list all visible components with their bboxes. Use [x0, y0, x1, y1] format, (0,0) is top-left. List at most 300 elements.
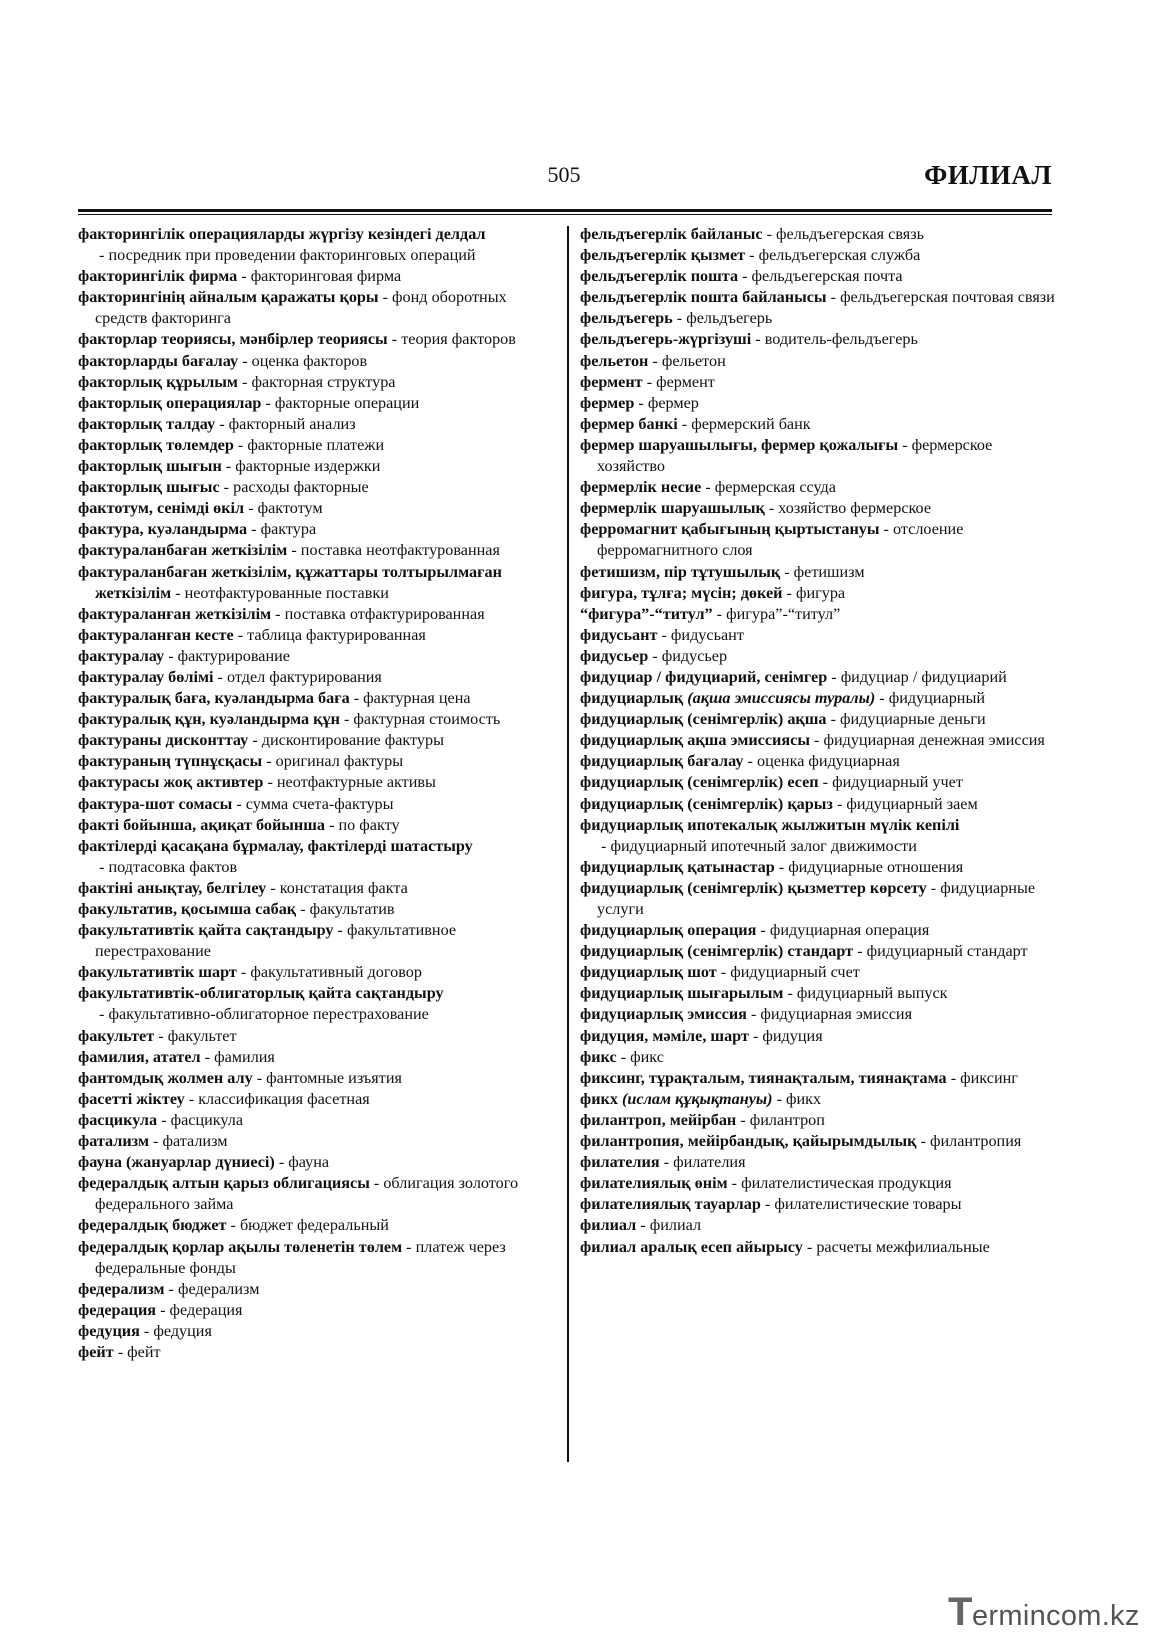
entry-separator: - [164, 1279, 178, 1298]
entry-term: фельдъегерлік пошта [580, 267, 739, 286]
entry-term: факультативтік қайта сақтандыру [78, 921, 334, 940]
entry-term: фермер банкі [580, 414, 678, 433]
dictionary-entry [78, 1152, 560, 1173]
entry-separator: - [745, 246, 759, 265]
entry-definition: фактурная стоимость [353, 710, 501, 729]
entry-separator: - [95, 1005, 109, 1024]
entry-separator: - [751, 330, 765, 349]
entry-separator: - [219, 478, 234, 497]
entry-definition: факторные издержки [235, 457, 381, 476]
entry-term: факторлық шығыс [78, 478, 220, 497]
entry-term: фактураланбаған жеткізілім [78, 541, 288, 560]
dictionary-entry [580, 1215, 1058, 1236]
entry-definition: фасцикула [170, 1110, 244, 1129]
dictionary-entry [78, 815, 560, 836]
dictionary-entry [580, 1026, 1058, 1047]
entry-term: фермент [580, 372, 643, 391]
entry-term: факторлық төлемдер [78, 435, 234, 454]
entry-definition: фамилия [214, 1047, 275, 1066]
dictionary-entry [78, 962, 560, 983]
entry-separator: - [274, 1153, 289, 1172]
dictionary-entry [580, 625, 1058, 646]
entry-definition: фидуциар / фидуциарий [840, 667, 1007, 686]
entry-definition: бюджет федеральный [239, 1216, 389, 1235]
entry-term: фермерлік шаруашылық [580, 499, 765, 518]
entry-term: фидуциарлық қатынастар [580, 857, 775, 876]
dictionary-entry [78, 456, 560, 477]
entry-separator: - [738, 267, 752, 286]
entry-separator: - [139, 1321, 154, 1340]
dictionary-entry [580, 329, 1058, 350]
entry-separator: - [748, 1026, 763, 1045]
dictionary-entry [78, 1047, 560, 1068]
entry-definition: фидуциарный стандарт [866, 942, 1028, 961]
entry-term: факультативтік-облигаторлық қайта сақтандыру [78, 984, 444, 1003]
entry-term: фермер [580, 393, 635, 412]
entry-separator: - [727, 1174, 742, 1193]
dictionary-entry [580, 266, 1058, 287]
dictionary-entry [78, 646, 560, 667]
dictionary-entry [78, 751, 560, 772]
dictionary-entry [580, 962, 1058, 983]
entry-definition: неотфактурные активы [276, 773, 436, 792]
entry-definition: филателия [673, 1153, 746, 1172]
entry-term: фактуралау [78, 646, 165, 665]
entry-term: фактотум, сенімді өкіл [78, 499, 245, 518]
entry-term: факторингілік фирма [78, 267, 238, 286]
entry-definition: факультет [167, 1026, 237, 1045]
dictionary-entry [78, 899, 560, 920]
dictionary-entry [580, 772, 1058, 793]
entry-definition: фельдъегерская почтовая связи [840, 288, 1055, 307]
dictionary-entry [78, 878, 560, 899]
entry-separator: - [875, 689, 889, 708]
entry-separator: - [762, 225, 777, 243]
entry-separator: - [672, 309, 687, 328]
entry-definition: по факту [338, 815, 400, 834]
entry-definition: фельдъегерская связь [776, 225, 924, 243]
entry-note: (ислам құқықтануы) [622, 1089, 773, 1108]
entry-separator: - [827, 667, 841, 686]
entry-separator: - [215, 414, 229, 433]
entry-term: факторингінің айналым қаражаты қоры [78, 288, 379, 307]
entry-term: фатализм [78, 1132, 149, 1151]
entry-term: фельдъегерлік қызмет [580, 246, 746, 265]
dictionary-entry [78, 1321, 560, 1342]
entry-separator: - [369, 1174, 384, 1193]
entry-separator: - [642, 372, 657, 391]
entry-separator: - [271, 604, 285, 623]
logo-letter: T [948, 1590, 973, 1634]
entry-definition: сумма счета-фактуры [245, 794, 394, 813]
entry-separator: - [247, 520, 261, 539]
dictionary-entry [580, 920, 1058, 941]
entry-term: факторларды бағалау [78, 351, 239, 370]
entry-definition: расчеты межфилиальные [816, 1237, 990, 1256]
dictionary-entry [580, 224, 1058, 245]
dictionary-entry [78, 1215, 560, 1236]
entry-separator: - [736, 1110, 750, 1129]
entry-definition: облигация золотого федерального займа [95, 1174, 519, 1214]
entry-separator: - [171, 583, 185, 602]
entry-separator: - [659, 1153, 674, 1172]
entry-separator: - [716, 963, 731, 982]
left-column [78, 224, 560, 1363]
entry-definition: фиксинг [960, 1068, 1018, 1087]
dictionary-entry [580, 751, 1058, 772]
dictionary-entry [580, 794, 1058, 815]
entry-definition: оригинал фактуры [275, 752, 404, 771]
entry-term: фидуциарлық ақша эмиссиясы [580, 731, 810, 750]
entry-term: фидуциарлық (сенімгерлік) қызметтер көрсету [580, 878, 927, 897]
termincom-logo [948, 1590, 1148, 1634]
entry-separator: - [252, 1068, 267, 1087]
entry-separator: - [113, 1342, 128, 1361]
dictionary-entry [78, 794, 560, 815]
dictionary-entry [78, 477, 560, 498]
entry-definition: фауна [288, 1153, 330, 1172]
entry-separator: - [233, 625, 248, 644]
entry-definition: факультативное перестрахование [95, 921, 457, 961]
dictionary-entry [78, 287, 560, 329]
entry-definition: фактотум [257, 499, 323, 518]
entry-definition: факультативный договор [250, 963, 422, 982]
dictionary-entry [78, 688, 560, 709]
dictionary-entry [78, 625, 560, 646]
entry-separator: - [248, 731, 262, 750]
entry-term: филателиялық тауарлар [580, 1195, 761, 1214]
entry-definition: федерализм [177, 1279, 260, 1298]
dictionary-entry [580, 414, 1058, 435]
dictionary-entry [580, 435, 1058, 477]
entry-definition: посредник при проведении факторинговых операций [108, 246, 476, 265]
entry-term: фауна (жануарлар дүниесі) [78, 1153, 275, 1172]
entry-definition: водитель-фельдъегерь [764, 330, 918, 349]
dictionary-entry [580, 393, 1058, 414]
entry-separator: - [657, 625, 671, 644]
dictionary-entry [580, 1237, 1058, 1258]
entry-separator: - [616, 1047, 631, 1066]
entry-separator: - [818, 773, 833, 792]
entry-definition: фидуциарная эмиссия [760, 1005, 913, 1024]
dictionary-entry [580, 477, 1058, 498]
entry-term: фактуралау бөлімі [78, 667, 214, 686]
entry-separator: - [760, 1195, 775, 1214]
dictionary-entry [78, 730, 560, 751]
dictionary-entry [78, 329, 560, 350]
entry-separator: - [244, 499, 258, 518]
entry-definition: фельдъегерская почта [751, 267, 903, 286]
entry-definition: фигура [795, 583, 846, 602]
entry-term: фидуциарлық эмиссия [580, 1005, 747, 1024]
entry-definition: филантропия [930, 1132, 1022, 1151]
entry-separator: - [339, 710, 354, 729]
entry-term: фактураның түпнұсқасы [78, 752, 263, 771]
dictionary-entry [78, 266, 560, 287]
entry-term: федералдық алтын қарыз облигациясы [78, 1174, 370, 1193]
entry-definition: фейт [127, 1342, 161, 1361]
dictionary-entry [580, 1194, 1058, 1215]
running-head: ФИЛИАЛ [924, 160, 1052, 190]
entry-separator: - [780, 562, 794, 581]
column-divider [567, 226, 569, 1462]
dictionary-entry [580, 287, 1058, 308]
dictionary-entry [580, 646, 1058, 667]
dictionary-entry [580, 941, 1058, 962]
entry-definition: фермерская ссуда [714, 478, 836, 497]
entry-separator: - [387, 330, 402, 349]
dictionary-entry [78, 435, 560, 456]
entry-term: фельдъегерь-жүргізуші [580, 330, 752, 349]
dictionary-entry [580, 730, 1058, 751]
logo-text: ermincom.kz [972, 1600, 1140, 1632]
dictionary-entry [78, 1300, 560, 1321]
entry-definition: констатация факта [279, 878, 408, 897]
entry-term: факті бойынша, ақиқат бойынша [78, 815, 326, 834]
entry-term: фидуциарлық [580, 689, 684, 708]
entry-term: фиксинг, тұрақталым, тиянақталым, тиянақтама [580, 1068, 947, 1087]
entry-term: фамилия, атател [78, 1047, 201, 1066]
entry-definition: фидуциарные отношения [788, 857, 964, 876]
entry-term: филателия [580, 1153, 660, 1172]
dictionary-entry [580, 1110, 1058, 1131]
dictionary-entry [580, 1047, 1058, 1068]
entry-separator: - [809, 731, 824, 750]
entry-definition: фельдъегерь [686, 309, 773, 328]
entry-term: факторлық шығын [78, 457, 222, 476]
dictionary-entry [580, 308, 1058, 329]
entry-term: фидуциар / фидуциарий, сенімгер [580, 667, 828, 686]
entry-definition: филателистическая продукция [741, 1174, 952, 1193]
dictionary-entry [78, 351, 560, 372]
entry-definition: филателистические товары [774, 1195, 962, 1214]
entry-term: факторлық операциялар [78, 393, 262, 412]
entry-term: фельдъегерь [580, 309, 673, 328]
entry-definition: фикс [630, 1047, 664, 1066]
entry-separator: - [764, 499, 779, 518]
dictionary-entry [580, 815, 1058, 857]
entry-definition: фермер [647, 393, 699, 412]
entry-separator: - [926, 878, 941, 897]
entry-term: федералдық қорлар ақылы төленетін төлем [78, 1237, 403, 1256]
entry-separator: - [349, 689, 364, 708]
entry-separator: - [184, 1089, 199, 1108]
entry-definition: фантомные изъятия [266, 1068, 402, 1087]
entry-definition: филантроп [749, 1110, 825, 1129]
entry-definition: отслоение ферромагнитного слоя [597, 520, 964, 560]
dictionary-entry [78, 1026, 560, 1047]
entry-separator: - [233, 435, 248, 454]
entry-term: факторлық талдау [78, 414, 216, 433]
entry-term: факультатив, қосымша сабақ [78, 900, 297, 918]
entry-separator: - [782, 583, 796, 602]
entry-term: факультативтік шарт [78, 963, 237, 982]
entry-separator: - [746, 1005, 761, 1024]
entry-separator: - [634, 393, 648, 412]
entry-term: факторингілік операцияларды жүргізу кезіндегі делдал [78, 225, 486, 243]
entry-definition: факторные операции [274, 393, 420, 412]
dictionary-entry [580, 688, 1058, 709]
entry-term: фельдъегерлік байланыс [580, 225, 763, 243]
entry-definition: факторная структура [251, 372, 396, 391]
dictionary-entry [78, 667, 560, 688]
dictionary-entry [78, 1173, 560, 1215]
dictionary-entry [78, 1342, 560, 1363]
entry-term: факультет [78, 1026, 155, 1045]
dictionary-entry [78, 1089, 560, 1110]
entry-term: фейт [78, 1342, 114, 1361]
entry-separator: - [148, 1132, 163, 1151]
entry-definition: фикх [786, 1089, 822, 1108]
entry-separator: - [772, 1089, 787, 1108]
entry-term: филантроп, мейірбан [580, 1110, 737, 1129]
entry-definition: федерация [169, 1300, 243, 1319]
entry-term: фикх [580, 1089, 618, 1108]
entry-separator: - [95, 857, 109, 876]
entry-separator: - [263, 773, 277, 792]
entry-definition: классификация фасетная [198, 1089, 370, 1108]
dictionary-entry [78, 1068, 560, 1089]
entry-definition: фермерское хозяйство [597, 435, 993, 476]
entry-definition: фактурная цена [363, 689, 471, 708]
entry-definition: фельетон [661, 351, 726, 370]
entry-term: фидуциарлық ипотекалық жылжитын мүлік кепілі [580, 815, 960, 834]
entry-term: фасетті жіктеу [78, 1089, 185, 1108]
dictionary-entry [78, 836, 560, 878]
entry-term: фикс [580, 1047, 617, 1066]
entry-term: филиал аралық есеп айырысу [580, 1237, 803, 1256]
entry-term: фактіні анықтау, белгілеу [78, 878, 267, 897]
entry-definition: фельдъегерская служба [758, 246, 921, 265]
dictionary-entry [580, 1152, 1058, 1173]
entry-note: (ақша эмиссиясы туралы) [687, 689, 876, 708]
entry-separator: - [743, 752, 757, 771]
entry-definition: факторинговая фирма [250, 267, 402, 286]
entry-definition: теория факторов [401, 330, 516, 349]
entry-definition: фетишизм [793, 562, 865, 581]
entry-definition: факультатив [309, 900, 395, 918]
entry-separator: - [677, 414, 692, 433]
dictionary-entry [580, 878, 1058, 920]
dictionary-entry [580, 1131, 1058, 1152]
entry-definition: дисконтирование фактуры [261, 731, 444, 750]
dictionary-entry [78, 372, 560, 393]
dictionary-entry [78, 1279, 560, 1300]
dictionary-entry [78, 1110, 560, 1131]
entry-definition: таблица фактурированная [247, 625, 426, 644]
entry-term: фельдъегерлік пошта байланысы [580, 288, 827, 307]
entry-definition: федуция [153, 1321, 212, 1340]
entry-term: фидуциарлық шығарылым [580, 984, 784, 1003]
dictionary-entry [580, 983, 1058, 1004]
entry-separator: - [232, 794, 246, 813]
dictionary-entry [78, 540, 560, 561]
entry-separator: - [712, 604, 727, 623]
dictionary-entry [78, 1131, 560, 1152]
entry-term: фигура, тұлға; мүсін; дөкей [580, 583, 783, 602]
entry-separator: - [832, 794, 847, 813]
entry-separator: - [826, 288, 841, 307]
entry-separator: - [287, 541, 301, 560]
entry-definition: поставка неотфактурованная [300, 541, 500, 560]
entry-term: фетишизм, пір тұтушылық [580, 562, 781, 581]
entry-definition: отдел фактурирования [226, 667, 382, 686]
right-column [580, 224, 1058, 1258]
entry-separator: - [636, 1216, 650, 1235]
entry-term: филателиялық өнім [580, 1174, 728, 1193]
entry-separator: - [853, 942, 867, 961]
dictionary-entry [580, 1004, 1058, 1025]
dictionary-entry [580, 562, 1058, 583]
entry-separator: - [213, 667, 227, 686]
entry-separator: - [325, 815, 339, 834]
dictionary-entry [78, 562, 560, 604]
entry-definition: подтасовка фактов [108, 857, 238, 876]
entry-term: федералдық бюджет [78, 1216, 227, 1235]
entry-term: факторлық құрылым [78, 372, 238, 391]
entry-separator: - [648, 351, 662, 370]
dictionary-entry [580, 351, 1058, 372]
entry-term: фидуция, мәміле, шарт [580, 1026, 749, 1045]
dictionary-entry [78, 414, 560, 435]
page-number: 505 [547, 162, 581, 187]
dictionary-entry [580, 1089, 1058, 1110]
entry-definition: поставка отфактурированная [284, 604, 485, 623]
entry-term: фактураланбаған жеткізілім, құжаттары толтырылмаған жеткізілім [78, 562, 502, 602]
dictionary-entry [580, 667, 1058, 688]
entry-definition: фидуциарные услуги [597, 878, 1036, 918]
entry-definition: фидуциарная денежная эмиссия [823, 731, 1045, 750]
entry-separator: - [154, 1026, 168, 1045]
entry-term: фидуциарлық шот [580, 963, 717, 982]
entry-term: фидуциарлық операция [580, 921, 757, 940]
entry-definition: фидуциарная операция [769, 921, 930, 940]
entry-term: фидуциарлық (сенімгерлік) қарыз [580, 794, 833, 813]
dictionary-entry [580, 519, 1058, 561]
entry-separator: - [333, 921, 347, 940]
entry-separator: - [200, 1047, 215, 1066]
entry-definition: платеж через федеральные фонды [95, 1237, 506, 1277]
entry-definition: фидусьант [670, 625, 744, 644]
dictionary-entry [78, 983, 560, 1025]
entry-separator: - [597, 836, 611, 855]
entry-separator: - [261, 393, 275, 412]
entry-separator: - [226, 1216, 240, 1235]
header-rule-thin [78, 214, 1052, 215]
entry-definition: фидуциарный заем [846, 794, 978, 813]
entry-separator: - [783, 984, 797, 1003]
dictionary-entry [78, 519, 560, 540]
entry-definition: фатализм [162, 1132, 228, 1151]
entry-separator: - [164, 646, 178, 665]
entry-term: федерация [78, 1300, 157, 1319]
dictionary-entry [580, 583, 1058, 604]
entry-separator: - [221, 457, 236, 476]
entry-separator: - [95, 246, 109, 265]
entry-definition: факторный анализ [228, 414, 356, 433]
entry-term: филиал [580, 1216, 637, 1235]
entry-separator: - [774, 857, 789, 876]
dictionary-entry [78, 772, 560, 793]
entry-term: ферромагнит қабығының қыртыстануы [580, 520, 880, 539]
entry-definition: фермерский банк [691, 414, 811, 433]
dictionary-entry [580, 604, 1058, 625]
entry-separator: - [826, 710, 840, 729]
entry-term: федерализм [78, 1279, 165, 1298]
entry-term: фантомдық жолмен алу [78, 1068, 253, 1087]
entry-definition: фидуциарный учет [832, 773, 963, 792]
entry-separator: - [262, 752, 276, 771]
